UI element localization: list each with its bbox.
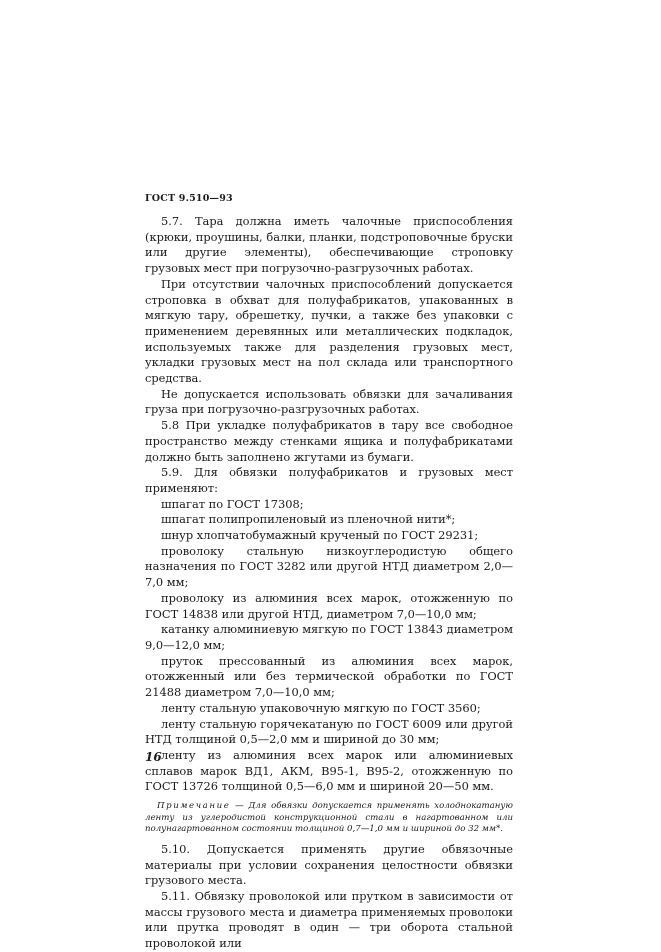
material-list-item: шнур хлопчатобумажный крученый по ГОСТ 29231;	[161, 528, 479, 543]
page-number: 16	[145, 750, 162, 764]
paragraph-5-11: 5.11. Обвязку проволокой или прутком в зависимости от массы грузового места и диаметра применяемых проволоки или прутка проводят в один — три оборота стальной проволокой или	[145, 888, 513, 951]
paragraph-5-9: 5.9. Для обвязки полуфабрикатов и грузовых мест применяют:	[145, 465, 513, 495]
page-header-standard-code: ГОСТ 9.510—93	[145, 193, 233, 204]
material-list-item: шпагат по ГОСТ 17308;	[161, 496, 304, 511]
note-title: Примечание	[157, 801, 231, 812]
material-list-item: катанку алюминиевую мягкую по ГОСТ 13843 диаметром 9,0—12,0 мм;	[145, 622, 513, 652]
material-list-item: проволоку из алюминия всех марок, отожженную по ГОСТ 14838 или другой НТД, диаметром 7,0—10,0 мм;	[145, 590, 513, 621]
material-list-item: проволоку стальную низкоуглеродистую общего назначения по ГОСТ 3282 или другой НТД диаметром 2,0—7,0 мм;	[145, 543, 513, 590]
material-list-item: ленту из алюминия всех марок или алюминиевых сплавов марок ВД1, АКМ, В95-1, В95-2, отожженную по ГОСТ 13726 толщиной 0,5—6,0 мм и шириной 20—50 мм.	[145, 747, 513, 794]
paragraph-5-10: 5.10. Допускается применять другие обвязочные материалы при условии сохранения целостности обвязки грузового места.	[145, 841, 513, 888]
material-list-item: ленту стальную упаковочную мягкую по ГОСТ 3560;	[161, 700, 481, 715]
paragraph-slinging: При отсутствии чалочных приспособлений допускается строповка в обхват для полуфабрикатов, упакованных в мягкую тару, обрешетку, пучки, а также без упаковки с применением деревянных или металлических подкладок, используемых также для разделения грузовых мест, укладки грузовых мест на пол склада или транспортного средства.	[145, 276, 513, 386]
note-text: — Для обвязки допускается применять холоднокатаную ленту из углеродистой конструкционной стали в нагартованном или полунагартованном состоянии толщиной 0,7—1,0 мм и шириной до 32 мм*.	[145, 801, 513, 835]
paragraph-5-7: 5.7. Тара должна иметь чалочные приспособления (крюки, проушины, балки, планки, подстроповочные бруски или другие элементы), обеспечивающие строповку грузовых мест при погрузочно-разгрузочных работах.	[145, 214, 513, 276]
document-body	[145, 214, 513, 952]
note-block	[145, 801, 513, 836]
paragraph-5-8: 5.8 При укладке полуфабрикатов в тару все свободное пространство между стенками ящика и полуфабрикатами должно быть заполнено жгутами из бумаги.	[145, 418, 513, 464]
material-list-item: ленту стальную горячекатаную по ГОСТ 6009 или другой НТД толщиной 0,5—2,0 мм и шириной до 30 мм;	[145, 716, 513, 747]
material-list-item: пруток прессованный из алюминия всех марок, отожженный или без термической обработки по ГОСТ 21488 диаметром 7,0—10,0 мм;	[145, 653, 513, 700]
paragraph-no-binding-use: Не допускается использовать обвязки для зачаливания груза при погрузочно-разгрузочных работах.	[145, 386, 513, 417]
material-list-item: шпагат полипропиленовый из пленочной нити*;	[161, 512, 456, 527]
